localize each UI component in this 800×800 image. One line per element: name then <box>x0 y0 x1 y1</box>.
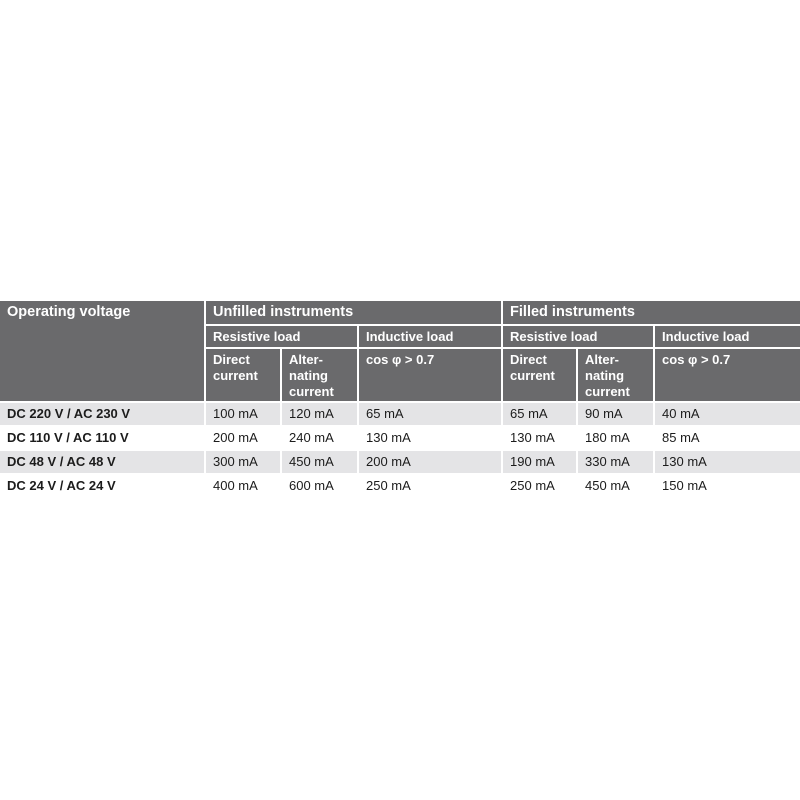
unfilled-instruments-header: Unfilled instruments <box>205 301 502 325</box>
voltage-cell: DC 110 V / AC 110 V <box>0 426 205 450</box>
value-cell: 190 mA <box>502 450 577 474</box>
table-row <box>0 402 800 426</box>
filled-direct-current-header <box>502 348 577 402</box>
voltage-cell: DC 24 V / AC 24 V <box>0 474 205 498</box>
unfilled-direct-current-header <box>205 348 281 402</box>
voltage-cell: DC 48 V / AC 48 V <box>0 450 205 474</box>
value-cell: 240 mA <box>281 426 358 450</box>
unfilled-resistive-load-header: Resistive load <box>205 325 358 348</box>
value-cell: 130 mA <box>654 450 800 474</box>
alternating-current-line-2: nating <box>289 368 328 383</box>
table-row <box>0 450 800 474</box>
direct-current-line-2: current <box>213 368 258 383</box>
table-header <box>0 301 800 402</box>
value-cell: 180 mA <box>577 426 654 450</box>
direct-current-line-1: Direct <box>510 352 547 367</box>
table-body <box>0 402 800 498</box>
alternating-current-line-1: Alter- <box>585 352 619 367</box>
value-cell: 150 mA <box>654 474 800 498</box>
voltage-cell: DC 220 V / AC 230 V <box>0 402 205 426</box>
filled-inductive-load-header: Inductive load <box>654 325 800 348</box>
value-cell: 250 mA <box>358 474 502 498</box>
filled-resistive-load-header: Resistive load <box>502 325 654 348</box>
value-cell: 450 mA <box>281 450 358 474</box>
alternating-current-line-2: nating <box>585 368 625 383</box>
value-cell: 40 mA <box>654 402 800 426</box>
value-cell: 300 mA <box>205 450 281 474</box>
value-cell: 130 mA <box>502 426 577 450</box>
alternating-current-line-3: current <box>585 384 630 399</box>
alternating-current-line-1: Alter- <box>289 352 323 367</box>
value-cell: 130 mA <box>358 426 502 450</box>
filled-alternating-current-header <box>577 348 654 402</box>
value-cell: 200 mA <box>358 450 502 474</box>
direct-current-line-1: Direct <box>213 352 250 367</box>
value-cell: 600 mA <box>281 474 358 498</box>
direct-current-line-2: current <box>510 368 555 383</box>
unfilled-cos-phi-header: cos φ > 0.7 <box>358 348 502 402</box>
value-cell: 330 mA <box>577 450 654 474</box>
operating-voltage-header: Operating voltage <box>0 301 205 402</box>
value-cell: 90 mA <box>577 402 654 426</box>
value-cell: 65 mA <box>358 402 502 426</box>
unfilled-alternating-current-header <box>281 348 358 402</box>
table-row <box>0 474 800 498</box>
table-row <box>0 426 800 450</box>
value-cell: 400 mA <box>205 474 281 498</box>
value-cell: 250 mA <box>502 474 577 498</box>
value-cell: 120 mA <box>281 402 358 426</box>
filled-cos-phi-header: cos φ > 0.7 <box>654 348 800 402</box>
value-cell: 200 mA <box>205 426 281 450</box>
unfilled-inductive-load-header: Inductive load <box>358 325 502 348</box>
switching-current-table <box>0 301 800 499</box>
value-cell: 65 mA <box>502 402 577 426</box>
value-cell: 85 mA <box>654 426 800 450</box>
value-cell: 450 mA <box>577 474 654 498</box>
filled-instruments-header: Filled instruments <box>502 301 800 325</box>
alternating-current-line-3: current <box>289 384 334 399</box>
value-cell: 100 mA <box>205 402 281 426</box>
